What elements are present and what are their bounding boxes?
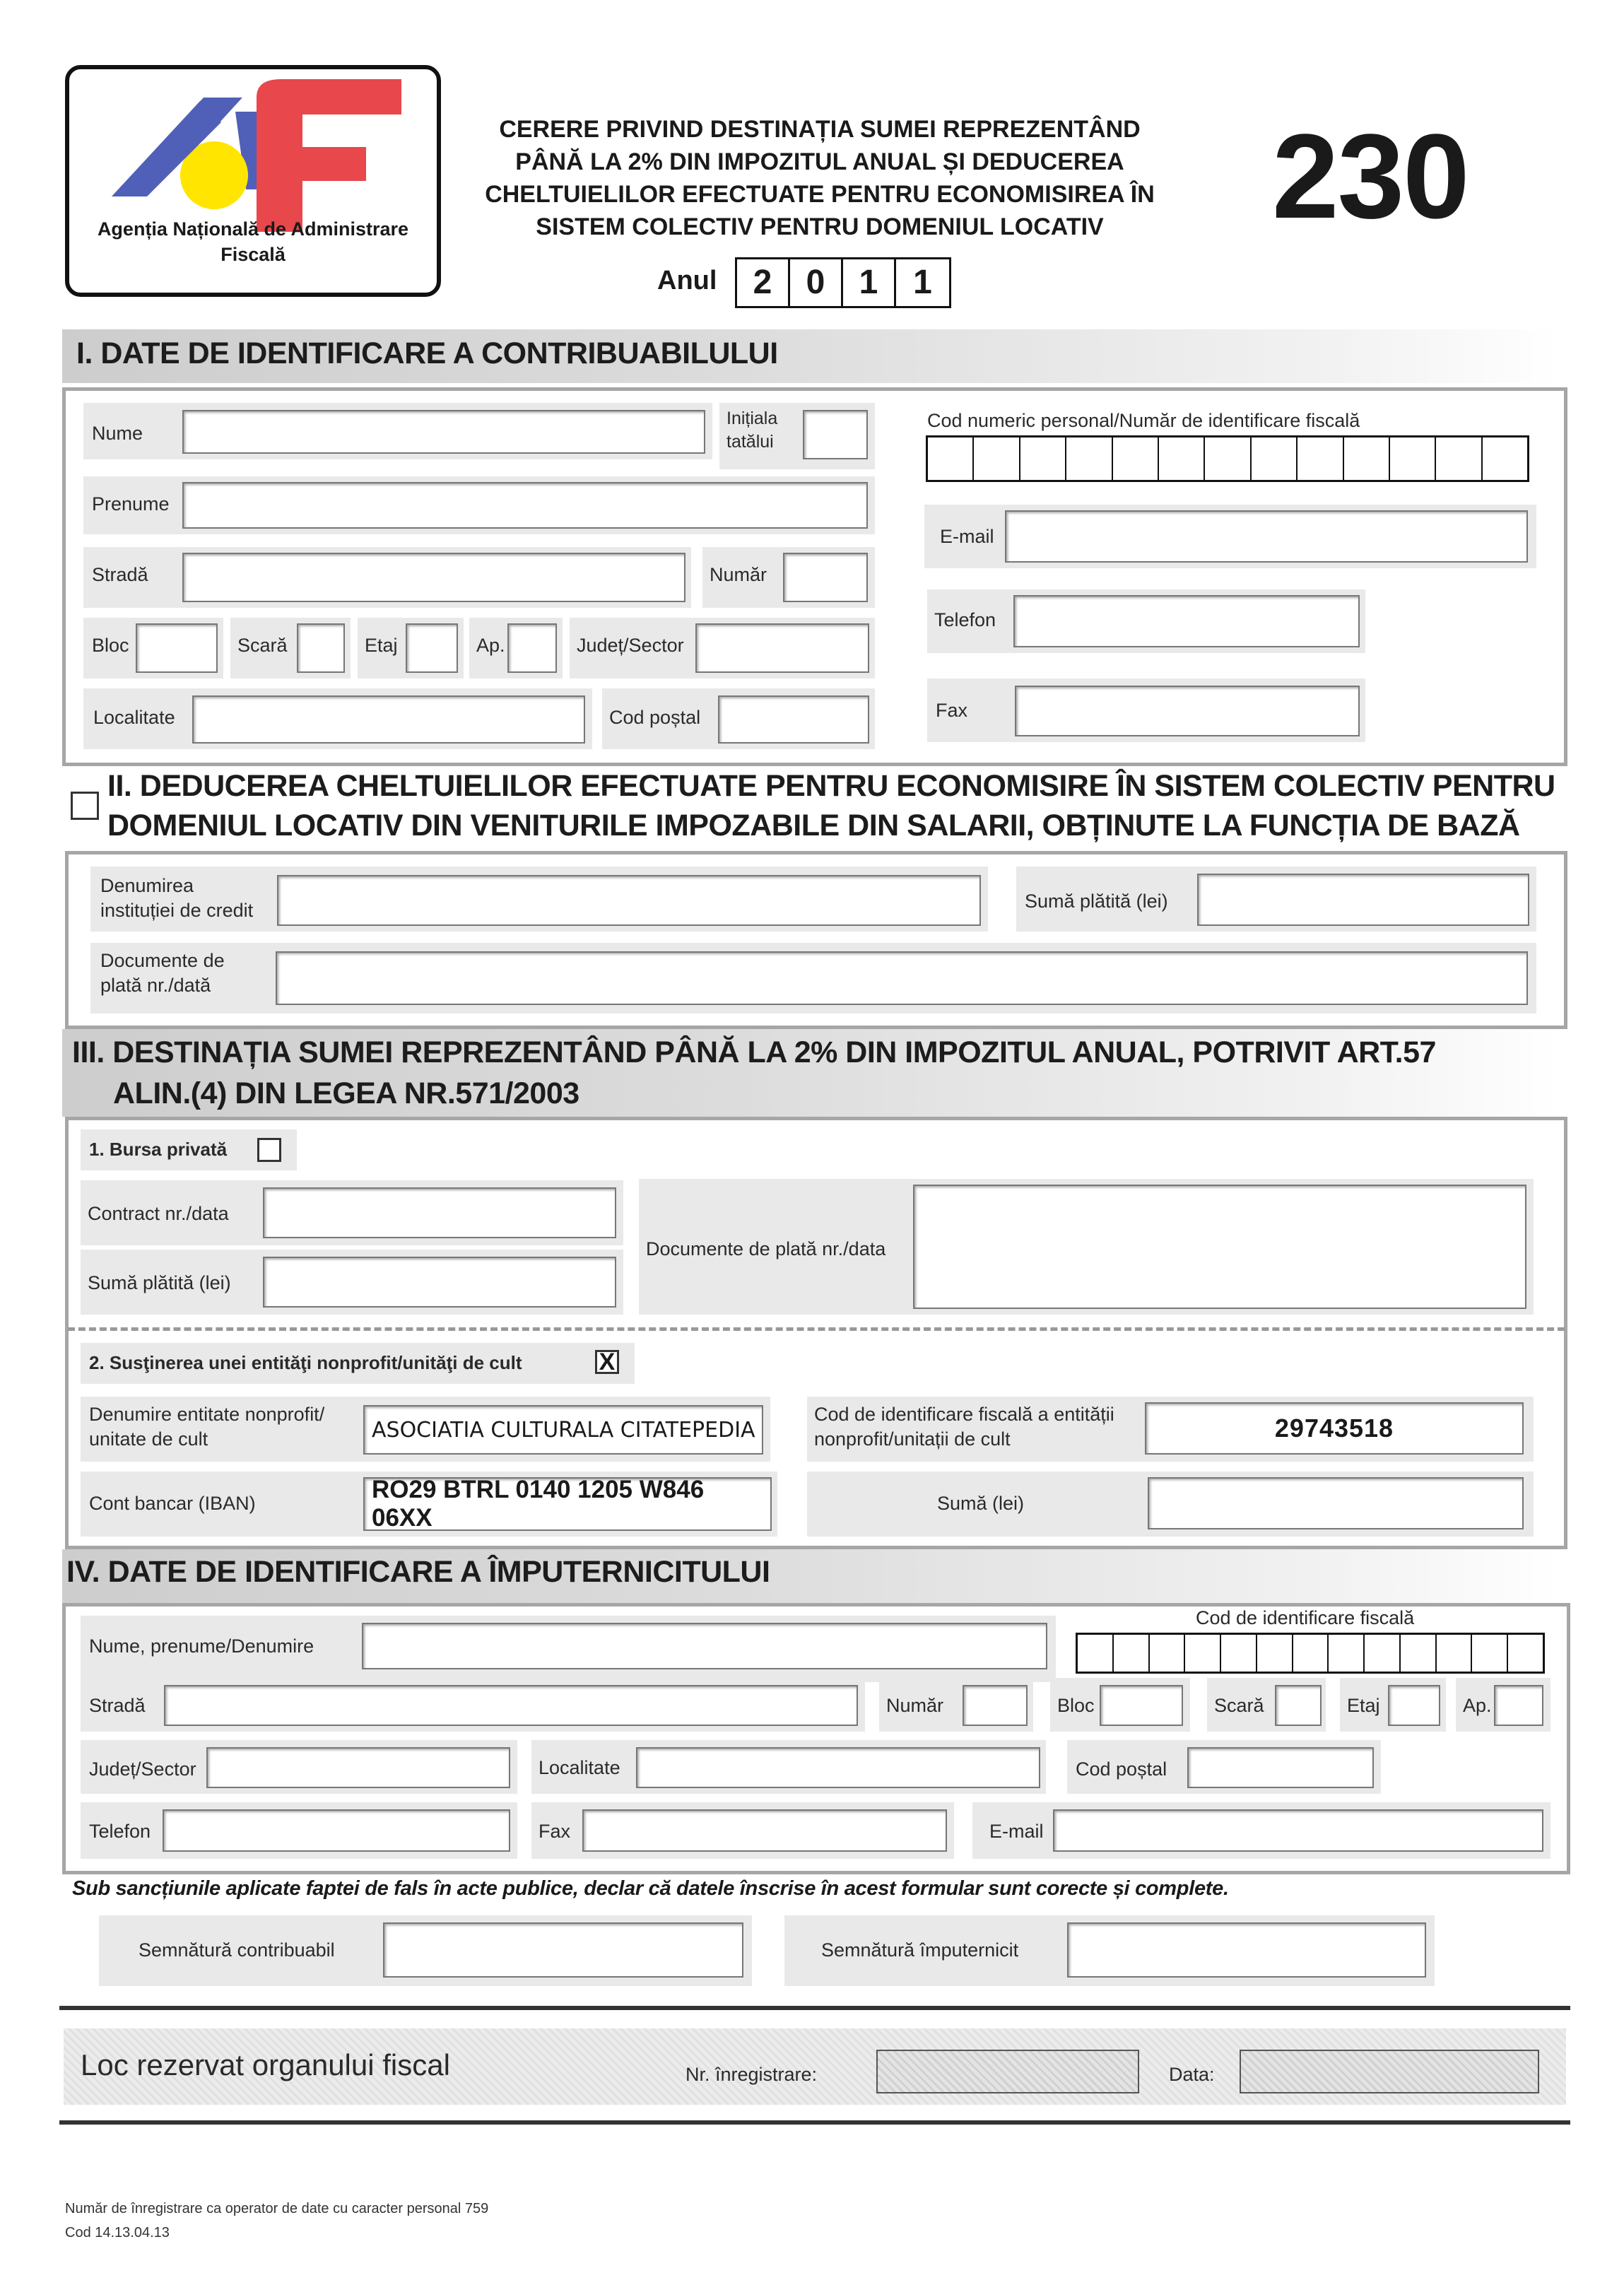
dashed-divider xyxy=(68,1327,1565,1331)
contract-field[interactable] xyxy=(263,1187,616,1238)
imp-localitate-field[interactable] xyxy=(636,1747,1040,1788)
imp-fax-label: Fax xyxy=(539,1821,571,1842)
cif-label: Cod de identificare fiscală a entității nonprofit/unitații de cult xyxy=(814,1404,1114,1450)
imp-cif-label: Cod de identificare fiscală xyxy=(1196,1607,1415,1628)
form-title xyxy=(452,113,1187,243)
imp-telefon-label: Telefon xyxy=(89,1821,151,1842)
cod-postal-field[interactable] xyxy=(718,695,869,744)
sustinere-label: 2. Susţinerea unei entităţi nonprofit/unităţi de cult xyxy=(89,1352,522,1373)
imp-numar-field[interactable] xyxy=(963,1685,1028,1726)
sig-imputernicit-label: Semnătură împuternicit xyxy=(821,1939,1019,1961)
numar-field[interactable] xyxy=(783,553,868,602)
imp-email-field[interactable] xyxy=(1053,1809,1543,1852)
contract-label: Contract nr./data xyxy=(88,1203,229,1224)
imp-numar-label: Număr xyxy=(886,1695,944,1716)
footer-line: Număr de înregistrare ca operator de date cu caracter personal 759 xyxy=(65,2201,489,2216)
suma-platita-field[interactable] xyxy=(1197,874,1529,926)
email-label: E-mail xyxy=(940,526,994,547)
imp-bloc-field[interactable] xyxy=(1100,1685,1183,1726)
imp-cod-postal-field[interactable] xyxy=(1187,1747,1374,1788)
anaf-logo-icon xyxy=(69,69,437,232)
imp-nume-field[interactable] xyxy=(362,1623,1047,1669)
section2-checkbox[interactable] xyxy=(71,792,99,820)
imp-ap-label: Ap. xyxy=(1463,1695,1492,1716)
imp-scara-label: Scară xyxy=(1214,1695,1264,1716)
cnp-boxes[interactable] xyxy=(926,435,1529,482)
data-field[interactable] xyxy=(1240,2050,1539,2093)
section2-title: II. DEDUCEREA CHELTUIELILOR EFECTUATE PENTRU ECONOMISIRE ÎN SISTEM COLECTIV PENTRU DOMENIUL LOCATIV DIN VENITURILE IMPOZABILE DIN SALARII, OBȚINUTE LA FUNCȚIA DE BAZĂ xyxy=(107,769,1555,842)
imp-strada-label: Stradă xyxy=(89,1695,146,1716)
cif-field[interactable]: 29743518 xyxy=(1145,1402,1524,1455)
imp-etaj-field[interactable] xyxy=(1388,1685,1440,1726)
strada-field[interactable] xyxy=(182,553,686,602)
data-label: Data: xyxy=(1169,2064,1215,2085)
denumirea-label: Denumirea instituției de credit xyxy=(100,875,254,922)
fax-field[interactable] xyxy=(1015,686,1360,736)
footer-line: Cod 14.13.04.13 xyxy=(65,2225,170,2240)
sustinere-checkbox[interactable]: X xyxy=(595,1350,619,1374)
imp-nume-label: Nume, prenume/Denumire xyxy=(89,1635,314,1657)
imp-judet-field[interactable] xyxy=(206,1747,510,1788)
year-digit: 0 xyxy=(790,259,843,306)
nume-label: Nume xyxy=(92,423,143,444)
fax-label: Fax xyxy=(936,700,968,721)
year-digit: 2 xyxy=(737,259,790,306)
title-line: PÂNĂ LA 2% DIN IMPOZITUL ANUAL ȘI DEDUCEREA xyxy=(515,148,1124,175)
prenume-label: Prenume xyxy=(92,493,170,515)
etaj-label: Etaj xyxy=(365,635,398,656)
imp-cod-postal-label: Cod poștal xyxy=(1076,1758,1167,1780)
nr-inregistrare-field[interactable] xyxy=(876,2050,1139,2093)
form-number: 230 xyxy=(1272,110,1469,244)
year-digit: 1 xyxy=(913,264,932,301)
imp-ap-field[interactable] xyxy=(1494,1685,1543,1726)
ap-label: Ap. xyxy=(476,635,505,656)
title-line: SISTEM COLECTIV PENTRU DOMENIUL LOCATIV xyxy=(536,213,1104,240)
denumirea-field[interactable] xyxy=(277,875,981,926)
declaration-text: Sub sancțiunile aplicate faptei de fals în acte publice, declar că datele înscrise în acest formular sunt corecte și complete. xyxy=(72,1877,1229,1900)
email-field[interactable] xyxy=(1005,510,1528,563)
judet-label: Județ/Sector xyxy=(577,635,684,656)
documente-label: Documente de plată nr./dată xyxy=(100,950,225,997)
section3-title: III. DESTINAȚIA SUMEI REPREZENTÂND PÂNĂ LA 2% DIN IMPOZITUL ANUAL, POTRIVIT ART.57 ALIN.(4) DIN LEGEA NR.571/2003 xyxy=(72,1035,1436,1110)
nr-inregistrare-label: Nr. înregistrare: xyxy=(686,2064,818,2085)
denumire-label: Denumire entitate nonprofit/ unitate de cult xyxy=(89,1404,325,1450)
imp-strada-field[interactable] xyxy=(164,1685,858,1726)
reserved-title: Loc rezervat organului fiscal xyxy=(81,2048,450,2081)
cnp-label: Cod numeric personal/Număr de identificare fiscală xyxy=(927,410,1360,431)
documente-label: Documente de plată nr./data xyxy=(646,1238,886,1259)
etaj-field[interactable] xyxy=(406,623,458,673)
suma-platita-label: Sumă plătită (lei) xyxy=(88,1272,231,1293)
year-label: Anul xyxy=(657,266,717,295)
suma-label: Sumă (lei) xyxy=(937,1493,1025,1514)
year-boxes[interactable] xyxy=(735,257,951,308)
documente-field[interactable] xyxy=(276,951,1528,1005)
cont-field[interactable]: RO29 BTRL 0140 1205 W846 06XX xyxy=(363,1477,772,1531)
cod-postal-label: Cod poștal xyxy=(609,707,701,728)
initiala-field[interactable] xyxy=(803,410,868,459)
telefon-label: Telefon xyxy=(934,609,996,630)
agency-name: Agenția Națională de Administrare Fiscală xyxy=(97,218,409,265)
agency-logo xyxy=(65,65,441,297)
scara-field[interactable] xyxy=(297,623,345,673)
numar-label: Număr xyxy=(710,564,767,585)
bloc-field[interactable] xyxy=(136,623,218,673)
ap-field[interactable] xyxy=(507,623,557,673)
bloc-label: Bloc xyxy=(92,635,129,656)
reserved-top-rule xyxy=(59,2006,1570,2010)
imp-fax-field[interactable] xyxy=(582,1809,947,1852)
title-line: CHELTUIELILOR EFECTUATE PENTRU ECONOMISIREA ÎN xyxy=(485,181,1155,208)
title-line: CERERE PRIVIND DESTINAȚIA SUMEI REPREZENTÂND xyxy=(499,116,1141,143)
localitate-field[interactable] xyxy=(192,695,585,744)
imp-email-label: E-mail xyxy=(989,1821,1044,1842)
imp-bloc-label: Bloc xyxy=(1057,1695,1095,1716)
imp-localitate-label: Localitate xyxy=(539,1757,620,1778)
documente-field[interactable] xyxy=(913,1185,1526,1309)
sig-imputernicit-field[interactable] xyxy=(1067,1922,1426,1978)
imp-cif-boxes[interactable] xyxy=(1076,1633,1545,1674)
scara-label: Scară xyxy=(237,635,288,656)
year-digit: 1 xyxy=(843,259,896,306)
bursa-label: 1. Bursa privată xyxy=(89,1139,228,1160)
denumire-field[interactable]: ASOCIATIA CULTURALA CITATEPEDIA xyxy=(363,1405,763,1455)
prenume-field[interactable] xyxy=(182,482,868,529)
suma-field[interactable] xyxy=(1148,1477,1524,1529)
section1-title: I. DATE DE IDENTIFICARE A CONTRIBUABILULUI xyxy=(76,336,778,370)
strada-label: Stradă xyxy=(92,564,148,585)
suma-platita-field[interactable] xyxy=(263,1257,616,1308)
sig-contribuabil-label: Semnătură contribuabil xyxy=(139,1939,335,1961)
judet-field[interactable] xyxy=(695,623,869,673)
footer xyxy=(65,2197,488,2245)
imp-etaj-label: Etaj xyxy=(1347,1695,1380,1716)
imp-judet-label: Județ/Sector xyxy=(89,1758,196,1780)
suma-platita-label: Sumă plătită (lei) xyxy=(1025,891,1168,912)
nume-field[interactable] xyxy=(182,410,705,454)
sig-contribuabil-field[interactable] xyxy=(383,1922,743,1978)
bursa-checkbox[interactable] xyxy=(257,1138,281,1162)
section4-title: IV. DATE DE IDENTIFICARE A ÎMPUTERNICITULUI xyxy=(66,1555,770,1589)
localitate-label: Localitate xyxy=(93,707,175,728)
imp-scara-field[interactable] xyxy=(1275,1685,1322,1726)
imp-telefon-field[interactable] xyxy=(163,1809,510,1852)
reserved-bottom-rule xyxy=(59,2120,1570,2125)
telefon-field[interactable] xyxy=(1013,595,1360,647)
cont-label: Cont bancar (IBAN) xyxy=(89,1493,256,1514)
initiala-label: Inițiala tatălui xyxy=(726,409,778,452)
